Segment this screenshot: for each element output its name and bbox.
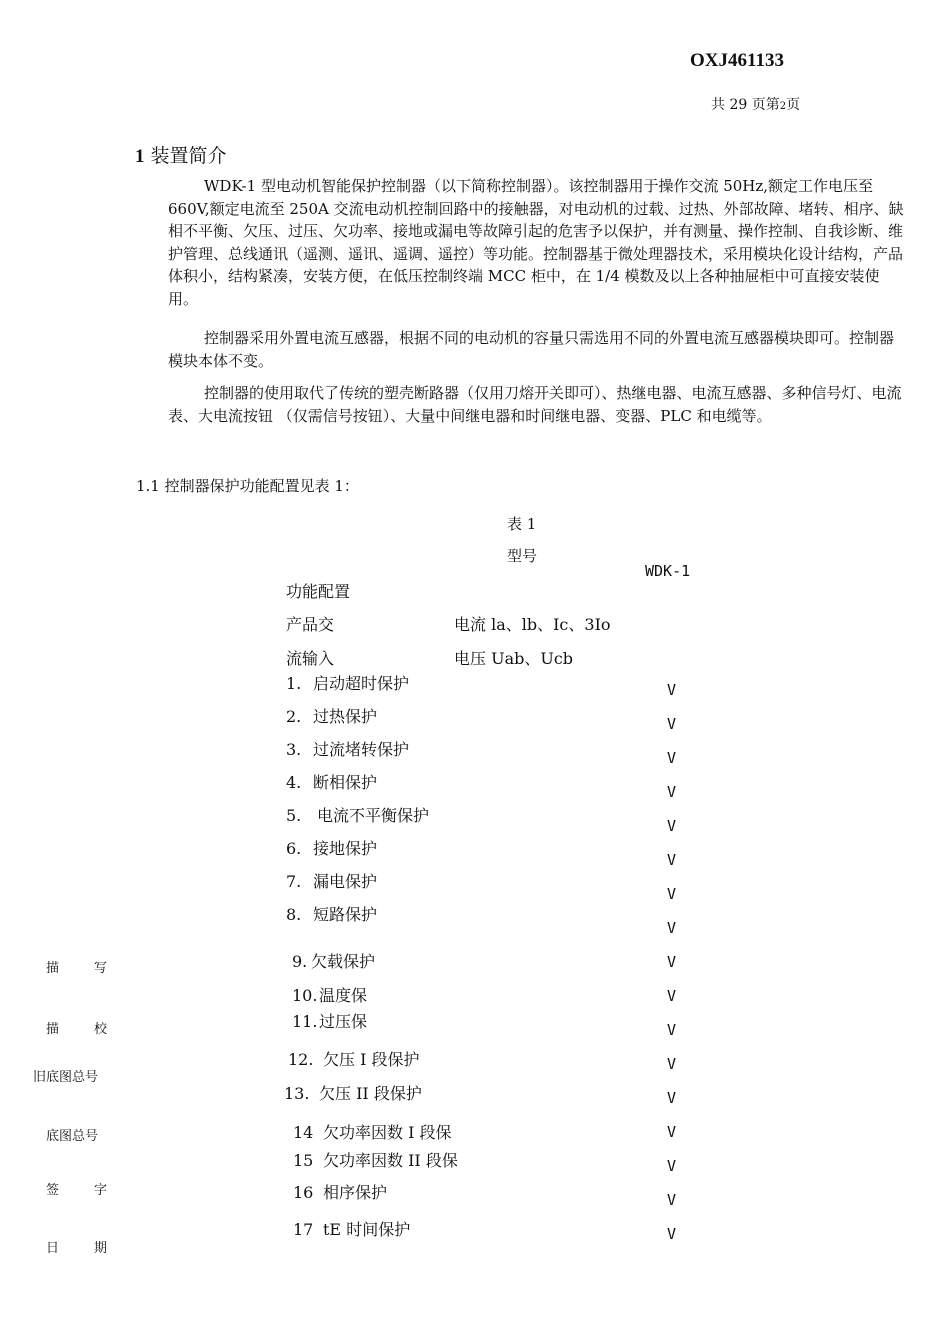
function-row (293, 1120, 452, 1143)
table-input-voltage: 电压 Uab、Ucb (454, 649, 574, 668)
sidebar-label-char: 描 (46, 961, 60, 976)
check-mark: V (667, 715, 677, 733)
function-row (293, 1148, 458, 1171)
table-header-function: 功能配置 (286, 582, 351, 601)
sidebar-label-char: 字 (94, 1183, 108, 1198)
paragraph-replacement: 控制器的使用取代了传统的塑壳断路器（仅用刀熔开关即可）、热继电器、电流互感器、多种信号灯、电流表、大电流按钮 （仅需信号按钮）、大量中间继电器和时间继电器、变器、PLC 和电缆等。 (168, 384, 902, 425)
check-mark: V (667, 1157, 677, 1175)
check-mark: V (667, 681, 677, 699)
function-name: 断相保护 (313, 773, 378, 792)
function-name: 欠功率因数 II 段保 (323, 1151, 458, 1170)
function-name: 欠压 II 段保护 (319, 1084, 422, 1103)
function-name: 漏电保护 (313, 872, 378, 891)
function-name: 欠压 I 段保护 (323, 1050, 420, 1069)
check-mark: V (667, 1021, 677, 1039)
function-name: 接地保护 (313, 839, 378, 858)
subsection-title: 1.1 控制器保护功能配置见表 1： (136, 477, 359, 495)
function-name: 温度保 (319, 986, 368, 1005)
check-mark: V (667, 1089, 677, 1107)
sidebar-label-drawn (46, 957, 110, 975)
check-mark: V (667, 1055, 677, 1073)
page-info-suffix: 页 (786, 97, 801, 113)
function-name: 启动超时保护 (313, 674, 410, 693)
sidebar-label-old-drawing-no: 旧底图总号 (33, 1070, 99, 1085)
page-number: 2 (779, 101, 787, 112)
function-num: 5. (286, 806, 302, 825)
sidebar-label-char: 描 (46, 1022, 60, 1037)
check-mark: V (667, 1225, 677, 1243)
function-row (286, 836, 377, 859)
table-input-label-1: 产品交 (286, 615, 335, 634)
section-title-text: 装置简介 (150, 145, 227, 167)
sidebar-label-char: 签 (46, 1183, 60, 1198)
function-row (292, 983, 367, 1006)
function-num: 10. (292, 986, 318, 1005)
function-num: 15 (293, 1151, 314, 1170)
check-mark: V (667, 783, 677, 801)
function-num: 6. (286, 839, 302, 858)
function-row (286, 902, 377, 925)
check-mark: V (667, 851, 677, 869)
function-name: tE 时间保护 (323, 1220, 411, 1239)
check-mark: V (667, 817, 677, 835)
table-input-label-2: 流输入 (286, 649, 335, 668)
function-row (286, 671, 409, 694)
function-name: 过热保护 (313, 707, 378, 726)
section-number: 1 (135, 146, 145, 167)
function-name: 短路保护 (313, 905, 378, 924)
table-header-model-value: WDK-1 (645, 562, 691, 580)
function-name: 欠功率因数 I 段保 (323, 1123, 452, 1142)
function-row (292, 949, 375, 972)
sidebar-label-char: 校 (94, 1022, 108, 1037)
sidebar-label-date (46, 1237, 110, 1255)
function-row (288, 1047, 420, 1070)
function-name: 电流不平衡保护 (317, 806, 430, 825)
function-num: 1. (286, 674, 302, 693)
function-num: 7. (286, 872, 302, 891)
sidebar-label-char: 日 (46, 1241, 60, 1256)
document-code: OXJ461133 (690, 50, 784, 71)
function-row (292, 1009, 367, 1032)
function-num: 9. (292, 952, 308, 971)
function-num: 17 (293, 1220, 314, 1239)
function-name: 过流堵转保护 (313, 740, 410, 759)
sidebar-label-signature (46, 1179, 110, 1197)
function-row (293, 1217, 410, 1240)
paragraph-intro: WDK-1 型电动机智能保护控制器（以下简称控制器）。该控制器用于操作交流 50Hz,额定工作电压至 660V,额定电流至 250A 交流电动机控制回路中的接触器，对电动机的过载、过热、外部故障、堵转、相序、缺相不平衡、欠压、过压、欠功率、接地或漏电等故障引起的危害予以保护，并有测量、操作控制、自我诊断、维护管理、总线通讯（遥测、遥讯、遥调、遥控）等功能。控制器基于微处理器技术，采用模块化设计结构，产品体积小，结构紧凑，安装方便，在低压控制终端 MCC 柜中，在 1/4 模数及以上各种抽屉柜中可直接安装使用。 (168, 177, 904, 308)
sidebar-label-char: 写 (94, 961, 108, 976)
check-mark: V (667, 953, 677, 971)
page-info-prefix: 共 29 页第 (711, 97, 780, 113)
check-mark: V (667, 987, 677, 1005)
function-row (286, 737, 409, 760)
page-info (711, 94, 800, 114)
function-row (293, 1180, 387, 1203)
function-num: 11. (292, 1012, 318, 1031)
check-mark: V (667, 885, 677, 903)
check-mark: V (667, 1123, 677, 1141)
check-mark: V (667, 1191, 677, 1209)
function-row (286, 704, 377, 727)
function-num: 16 (293, 1183, 314, 1202)
function-name: 相序保护 (323, 1183, 388, 1202)
paragraph-ct: 控制器采用外置电流互感器，根据不同的电动机的容量只需选用不同的外置电流互感器模块即可。控制器模块本体不变。 (168, 329, 895, 370)
sidebar-label-drawing-no: 底图总号 (46, 1129, 99, 1144)
function-num: 14 (293, 1123, 314, 1142)
function-row (284, 1081, 422, 1104)
function-num: 8. (286, 905, 302, 924)
sidebar-label-checked (46, 1018, 110, 1036)
function-num: 13. (284, 1084, 310, 1103)
function-num: 3. (286, 740, 302, 759)
sidebar-label-char: 期 (94, 1241, 108, 1256)
function-num: 2. (286, 707, 302, 726)
check-mark: V (667, 749, 677, 767)
function-num: 4. (286, 773, 302, 792)
table-input-current: 电流 la、lb、Ic、3Io (454, 615, 611, 634)
function-row (286, 803, 429, 826)
function-name: 过压保 (319, 1012, 368, 1031)
function-row (286, 869, 377, 892)
check-mark: V (667, 919, 677, 937)
table-header-model: 型号 (507, 547, 538, 565)
function-row (286, 770, 377, 793)
function-name: 欠载保护 (311, 952, 376, 971)
function-num: 12. (288, 1050, 314, 1069)
section-title (135, 141, 227, 168)
table-caption: 表 1 (507, 515, 537, 533)
